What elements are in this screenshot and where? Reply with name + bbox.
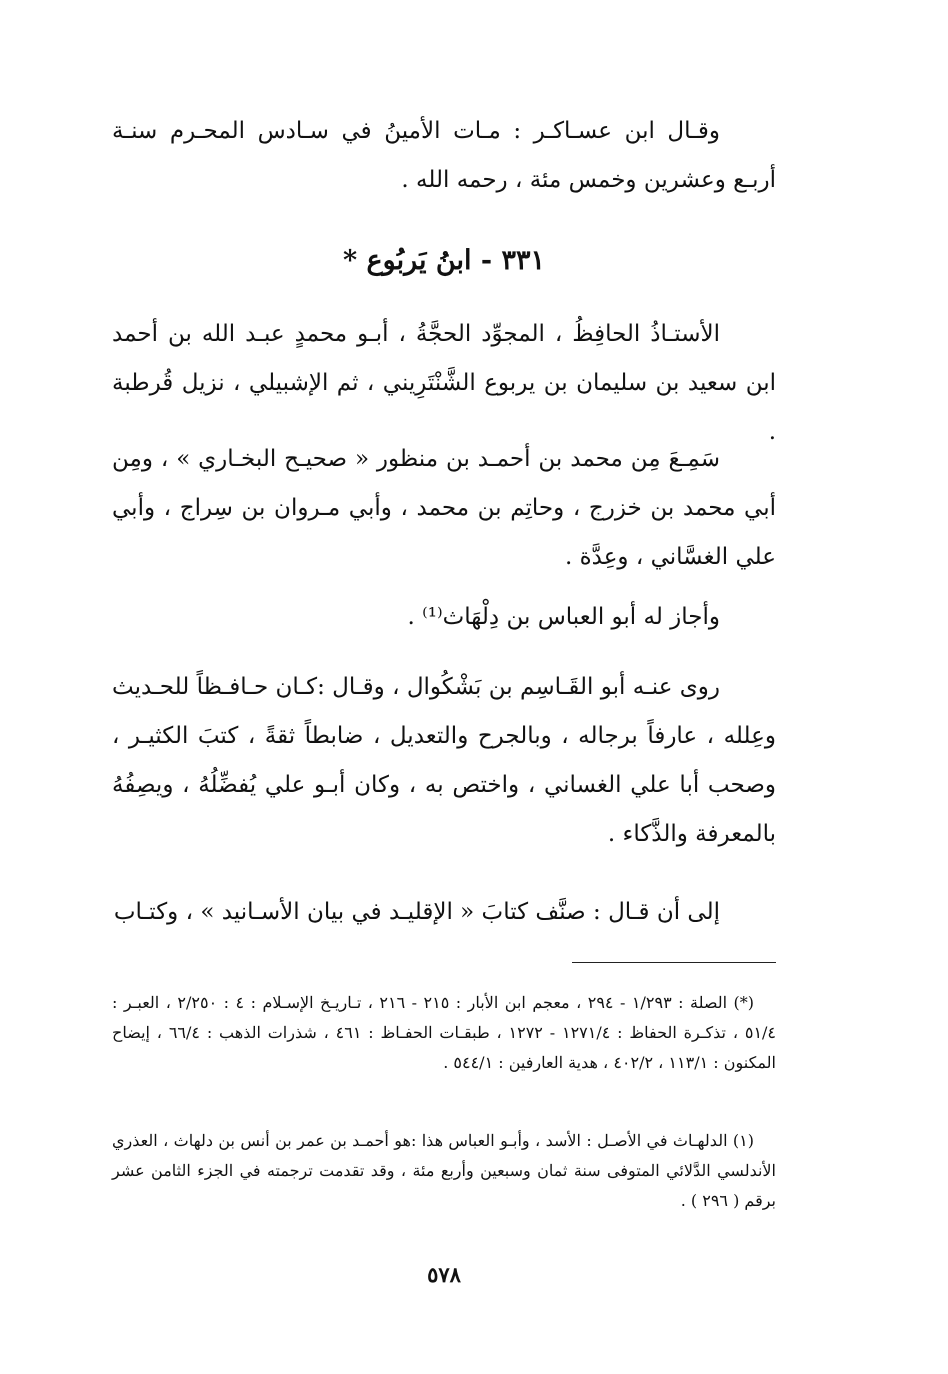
paragraph-3-block <box>112 593 776 642</box>
footnote-sources-block <box>112 988 776 1078</box>
footnote-1: (١) الدلهـاث في الأصـل : الأسد ، وأبـو العباس هذا :هو أحمـد بن عمر بن أنس بن دلهاث ، العذري الأندلسي الدَّلائي المتوفى سنة ثمان وسبعين وأربع مئة ، وقد تقدمت ترجمته في الجزء الثامن عشر برقم ( ٢٩٦ ) . <box>112 1131 776 1210</box>
body-paragraph: سَمِـعَ مِن محمد بن أحمـد بن منظور « صحيـح البخـاري » ، ومِن أبي محمد بن خزرج ، وحاتِم بن محمد ، وأبي مـروان بن سِراج ، وأبي علي الغسَّاني ، وعِدَّة . <box>112 446 776 570</box>
body-paragraph: الأستـاذُ الحافِظُ ، المجوِّد الحجَّةُ ، أبـو محمدٍ عبـد الله بن أحمد ابن سعيد بن سليمان بن يربوع الشَّنْتَرِيني ، ثم الإشبيلي ، نزيل قُرطبة . <box>112 321 776 445</box>
body-paragraph: روى عنـه أبو القَـاسِم بن بَشْكُوال ، وقـال :كـان حـافـظاً للحـديث وعِلله ، عارفاً برجاله ، وبالجرح والتعديل ، ضابطاً ثقةً ، كتبَ الكثيـر ، وصحب أبا علي الغساني ، واختص به ، وكان أبـو علي يُفضِّلُهُ ، ويصِفُهُ بالمعرفة والذَّكاء . <box>112 674 776 847</box>
body-paragraph: إلى أن قـال : صنَّف كتابَ « الإقليـد في بيان الأسـانيد » ، وكتـاب <box>113 899 720 925</box>
paragraph-5-block <box>112 888 776 937</box>
footnote-divider <box>572 962 776 963</box>
intro-paragraph: وقـال ابن عسـاكـر : مـات الأمينُ في سـادس المحـرم سنـة أربـع وعشرين وخمس مئة ، رحمه الله . <box>112 118 776 193</box>
body-paragraph: وأجاز له أبو العباس بن دِلْهَاث⁽¹⁾ . <box>407 604 720 630</box>
page-number: ٥٧٨ <box>427 1262 461 1287</box>
paragraph-2-block <box>112 435 776 582</box>
intro-paragraph-block <box>112 107 776 205</box>
footnote-sources: (*) الصلة : ١/٢٩٣ - ٢٩٤ ، معجم ابن الأبار : ٢١٥ - ٢١٦ ، تـاريـخ الإسـلام : ٤ : ٢/٢٥٠ ، العبـر : ٥١/٤ ، تذكـرة الحفاظ : ١٢٧١/٤ - ١٢٧٢ ، طبقـات الحفـاظ : ٤٦١ ، شذرات الذهب : ٦٦/٤ ، إيضاح المكنون : ١١٣/١ ، ٤٠٢/٢ ، هدية العارفين : ٥٤٤/١ . <box>112 993 777 1072</box>
paragraph-4-block <box>112 663 776 859</box>
entry-heading: ٣٣١ - ابنُ يَربُوع * <box>343 245 545 276</box>
footnote-1-block <box>112 1126 776 1216</box>
